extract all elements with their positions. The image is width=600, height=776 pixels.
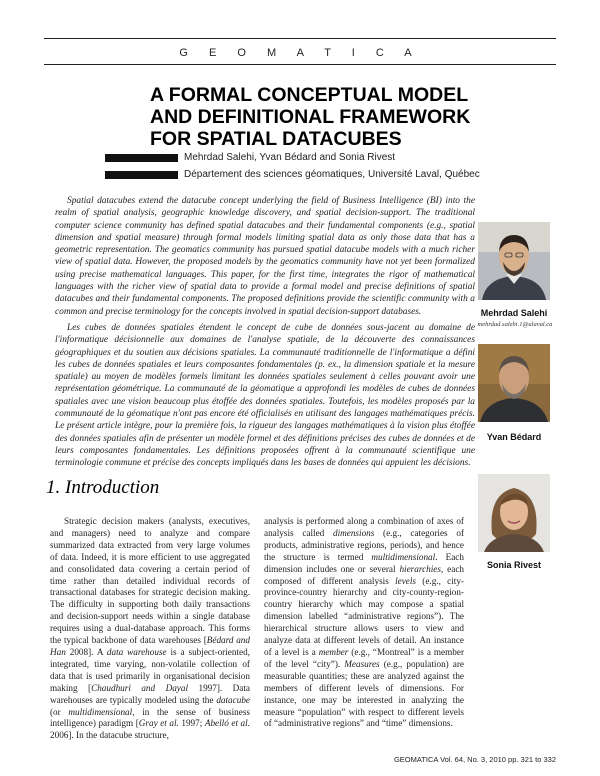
author-photo-salehi [478,222,550,300]
term-emphasis: datacube [216,694,250,705]
term-emphasis: multidimensional [371,551,436,562]
header-rule-bottom [44,64,556,65]
author-name-salehi: Mehrdad Salehi [480,308,548,318]
body-column-left [50,516,250,742]
title-line-1: A FORMAL CONCEPTUAL MODEL [150,84,469,106]
decorative-bar-top [105,154,178,162]
page-footer-citation: GEOMATICA Vol. 64, No. 3, 2010 pp. 321 to 332 [393,755,556,764]
author-photo-rivest [478,474,550,552]
term-emphasis: member [318,646,349,657]
body-column-right [264,516,464,730]
author-list: Mehrdad Salehi, Yvan Bédard and Sonia Rivest [184,152,396,163]
author-name-bedard: Yvan Bédard [486,432,542,442]
term-emphasis: multidimensional [68,706,133,717]
intro-paragraph-1: Strategic decision makers (analysts, executives, and managers) need to analyze and compare summarized data extracted from very large volumes of data. Indeed, it is more efficient to use aggregated and consolidated data covering a certain period of time rather than detailed individual records of transactional databases for strategic decision making. The difficulty in supporting both daily transactions and decision-support needs within a single database requires using a dual-database approach. This forms the typical backbone of data warehouses [Bédard and Han 2008]. A data warehouse is a subject-oriented, integrated, time varying, non-volatile collection of data that is used primarily in organisational decision making [Chaudhuri and Dayal 1997]. Data warehouses are typically modeled using the datacube (or multidimensional, in the sense of business intelligence) paradigm [Gray et al. 1997; Abelló et al. 2006]. In the datacube structure, [50,516,251,741]
author-email-salehi: mehrdad.salehi.1@ulaval.ca [477,321,553,328]
header-rule-top [44,38,556,39]
author-photo-bedard [478,344,550,422]
intro-paragraph-2: analysis is performed along a combination of axes of analysis called dimensions (e.g., categories of products, administrative regions, periods), and hence the structure is termed multidimensional. Each dimension includes one or several hierarchies, each composed of different analysis levels (e.g., city-province-country hierarchy and city-county-region-country hierarchy which may compose a spatial dimension labelled “administrative regions”). The hierarchical structure allows users to view and analyze data at different levels of detail. An instance of a level is a member (e.g., “Montreal” is a member of the level “city”). Measures (e.g., population) are measurable quantities; these are analyzed against the members of different levels of dimensions. For instance, one may be interested in analyzing the measure “population” with respect to different levels of “administrative regions” and “time” dimensions. [264,516,465,729]
term-emphasis: hierarchies [399,563,441,574]
title-line-3: FOR SPATIAL DATACUBES [150,128,402,150]
citation: Gray et al. [138,718,179,729]
abstract-french: Les cubes de données spatiales étendent le concept de cube de données sous-jacent au domaine de l'informatique décisionnelle aux domaines de l'analyse spatiale, de la découverte des connaissances géographiques et du soutien aux décisions spatiales. La communauté traditionnelle de l'informatique a défini les cubes de données spatiales et leurs composantes fondamentales (p. ex., la dimension spatiale et la mesure spatiale) au moyen de modèles formels limitant les données spatiales seulement à celles pouvant avoir une représentation géométrique. La communauté de la géomatique a approfondi les modèles de cubes de données spatiales avec une vision beaucoup plus étoffée des données spatiales. Toutefois, les modèles proposés par la communauté de la géomatique n'ont pas encore été officialisés en utilisant des langages mathématiques précis. Le présent article intègre, pour la première fois, la rigueur des langages mathématiques à la vision plus étoffée des données spatiales afin de présenter un modèle formel et des définitions précises des cubes de données et de leurs composantes fondamentales. Les définitions proposées offrent à la communauté scientifique une terminologie commune et précise des concepts impliqués dans les bases de données qui appuient les décisions. [55,323,475,469]
decorative-bar-bottom [105,171,178,179]
journal-name: G E O M A T I C A [179,47,421,59]
term-emphasis: levels [395,575,416,586]
citation: Bédard and Han [50,635,250,657]
author-name-rivest: Sonia Rivest [486,560,542,570]
term-emphasis: dimensions [332,527,375,538]
paper-title [150,84,490,150]
section-heading-introduction: 1. Introduction [46,477,160,498]
term-emphasis: data warehouse [106,646,167,657]
citation: Chaudhuri and Dayal [91,682,189,693]
affiliation: Département des sciences géomatiques, Université Laval, Québec [184,169,480,180]
abstract-english: Spatial datacubes extend the datacube concept underlying the field of Business Intelligence (BI) into the realm of spatial analysis, geographic knowledge discovery, and spatial decision-support. The traditional computer science community has defined spatial datacubes and their fundamental components (e.g., spatial dimension and spatial measure) through formal models limiting spatial data as only those data that has a geometric representation. The geomatics community has pursued spatial datacube models with a much richer view of spatial data. However, the proposed models by the geomatics community have not yet been formalized using precise mathematical languages. This paper, for the first time, integrates the rigor of mathematical languages with the richer view of spatial data to provide a formal model and precise definitions of spatial datacubes and their fundamental components. The proposed definitions provide the scientific community with a common and precise terminology for the concepts involved in spatial decision-support databases. [55,196,475,317]
term-emphasis: Measures [344,658,380,669]
title-line-2: AND DEFINITIONAL FRAMEWORK [150,106,471,128]
citation: Abelló et al. [204,718,250,729]
